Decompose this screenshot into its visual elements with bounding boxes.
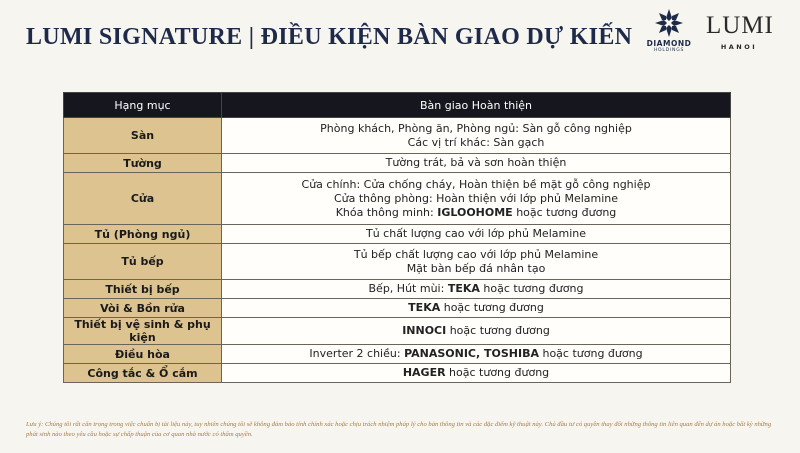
table-row xyxy=(64,299,731,318)
table-row xyxy=(64,318,731,345)
row-category: Công tắc & Ổ cắm xyxy=(64,364,222,383)
row-handover-value xyxy=(222,318,731,345)
value-text: hoặc tương đương xyxy=(446,324,550,337)
brand-name: TEKA xyxy=(408,301,441,314)
value-text: hoặc tương đương xyxy=(445,366,550,379)
value-text: hoặc tương đương xyxy=(440,301,544,314)
row-category: Vòi & Bồn rửa xyxy=(64,299,222,318)
row-handover-value xyxy=(222,173,731,225)
value-text: hoặc tương đương xyxy=(538,347,643,360)
table-row xyxy=(64,244,731,280)
row-category: Thiết bị bếp xyxy=(64,280,222,299)
value-text: Tủ chất lượng cao với lớp phủ Melamine xyxy=(365,227,587,240)
row-handover-value xyxy=(222,154,731,173)
value-line xyxy=(226,347,726,361)
table-row xyxy=(64,364,731,383)
value-line xyxy=(226,227,726,241)
header-handover: Bàn giao Hoàn thiện xyxy=(222,93,731,118)
lumi-hanoi-logo xyxy=(706,12,772,51)
diamond-holdings-logo xyxy=(640,8,698,53)
value-line xyxy=(226,192,726,206)
table-row xyxy=(64,173,731,225)
lumi-logo-text: LUMI xyxy=(706,12,774,39)
page-title: LUMI SIGNATURE | ĐIỀU KIỆN BÀN GIAO DỰ KIẾN xyxy=(26,24,633,50)
lumi-logo-subtext: HANOI xyxy=(720,43,758,51)
brand-name: PANASONIC, TOSHIBA xyxy=(404,347,539,360)
brand-name: IGLOOHOME xyxy=(437,205,513,219)
value-text: Khóa thông minh: xyxy=(335,205,438,219)
value-line xyxy=(226,136,726,150)
brand-name: HAGER xyxy=(402,366,446,379)
value-line xyxy=(226,206,726,220)
table-row xyxy=(64,225,731,244)
value-text: Cửa chính: Cửa chống cháy, Hoàn thiện bề mặt gỗ công nghiệp xyxy=(301,177,651,191)
value-line xyxy=(226,324,726,338)
row-category: Tủ (Phòng ngủ) xyxy=(64,225,222,244)
value-text: Tủ bếp chất lượng cao với lớp phủ Melamine xyxy=(353,247,599,261)
header-category: Hạng mục xyxy=(64,93,222,118)
value-line xyxy=(226,122,726,136)
brand-name: TEKA xyxy=(447,282,480,295)
value-line xyxy=(226,366,726,380)
value-text: Inverter 2 chiều: xyxy=(309,347,405,360)
disclaimer-footnote: Lưu ý: Chúng tôi rất cẩn trọng trong việc chuẩn bị tài liệu này, tuy nhiên chúng tôi sẽ không đảm bảo tính chính xác hoặc chịu trách nhiệm pháp lý cho bản thông tin và các đặc điểm kỹ thuật này. Chủ đầu tư có quyền thay đổi những thông tin liên quan đến dự án hoặc bất kỳ những phát sinh nào theo yêu cầu hoặc sự chấp thuận của cơ quan nhà nước có thẩm quyền. xyxy=(26,421,772,438)
brand-name: INNOCI xyxy=(402,324,447,337)
table-row xyxy=(64,118,731,154)
row-category: Tủ bếp xyxy=(64,244,222,280)
row-handover-value xyxy=(222,244,731,280)
value-text: Bếp, Hút mùi: xyxy=(368,282,448,295)
diamond-logo-text: DIAMOND xyxy=(646,39,692,48)
value-text: Mặt bàn bếp đá nhân tạo xyxy=(406,261,546,275)
row-handover-value xyxy=(222,118,731,154)
value-line xyxy=(226,248,726,262)
value-line xyxy=(226,301,726,315)
value-text: hoặc tương đương xyxy=(479,282,584,295)
value-line xyxy=(226,262,726,276)
row-handover-value xyxy=(222,280,731,299)
table-header-row xyxy=(64,93,731,118)
table-row xyxy=(64,280,731,299)
value-text: Cửa thông phòng: Hoàn thiện với lớp phủ Melamine xyxy=(333,191,619,205)
row-category: Điều hòa xyxy=(64,345,222,364)
table-row xyxy=(64,154,731,173)
row-category: Cửa xyxy=(64,173,222,225)
value-text: Phòng khách, Phòng ăn, Phòng ngủ: Sàn gỗ công nghiệp xyxy=(320,121,632,135)
value-text: Các vị trí khác: Sàn gạch xyxy=(407,135,545,149)
value-line xyxy=(226,156,726,170)
table-row xyxy=(64,345,731,364)
row-category: Tường xyxy=(64,154,222,173)
row-handover-value xyxy=(222,225,731,244)
diamond-logo-subtext: HOLDINGS xyxy=(653,48,685,53)
diamond-logo-icon xyxy=(654,8,684,38)
value-text: Tường trát, bả và sơn hoàn thiện xyxy=(385,156,567,169)
handover-spec-table xyxy=(63,92,731,383)
row-category: Sàn xyxy=(64,118,222,154)
row-category: Thiết bị vệ sinh & phụ kiện xyxy=(64,318,222,345)
row-handover-value xyxy=(222,299,731,318)
row-handover-value xyxy=(222,364,731,383)
value-line xyxy=(226,282,726,296)
value-text: hoặc tương đương xyxy=(512,205,617,219)
value-line xyxy=(226,178,726,192)
row-handover-value xyxy=(222,345,731,364)
